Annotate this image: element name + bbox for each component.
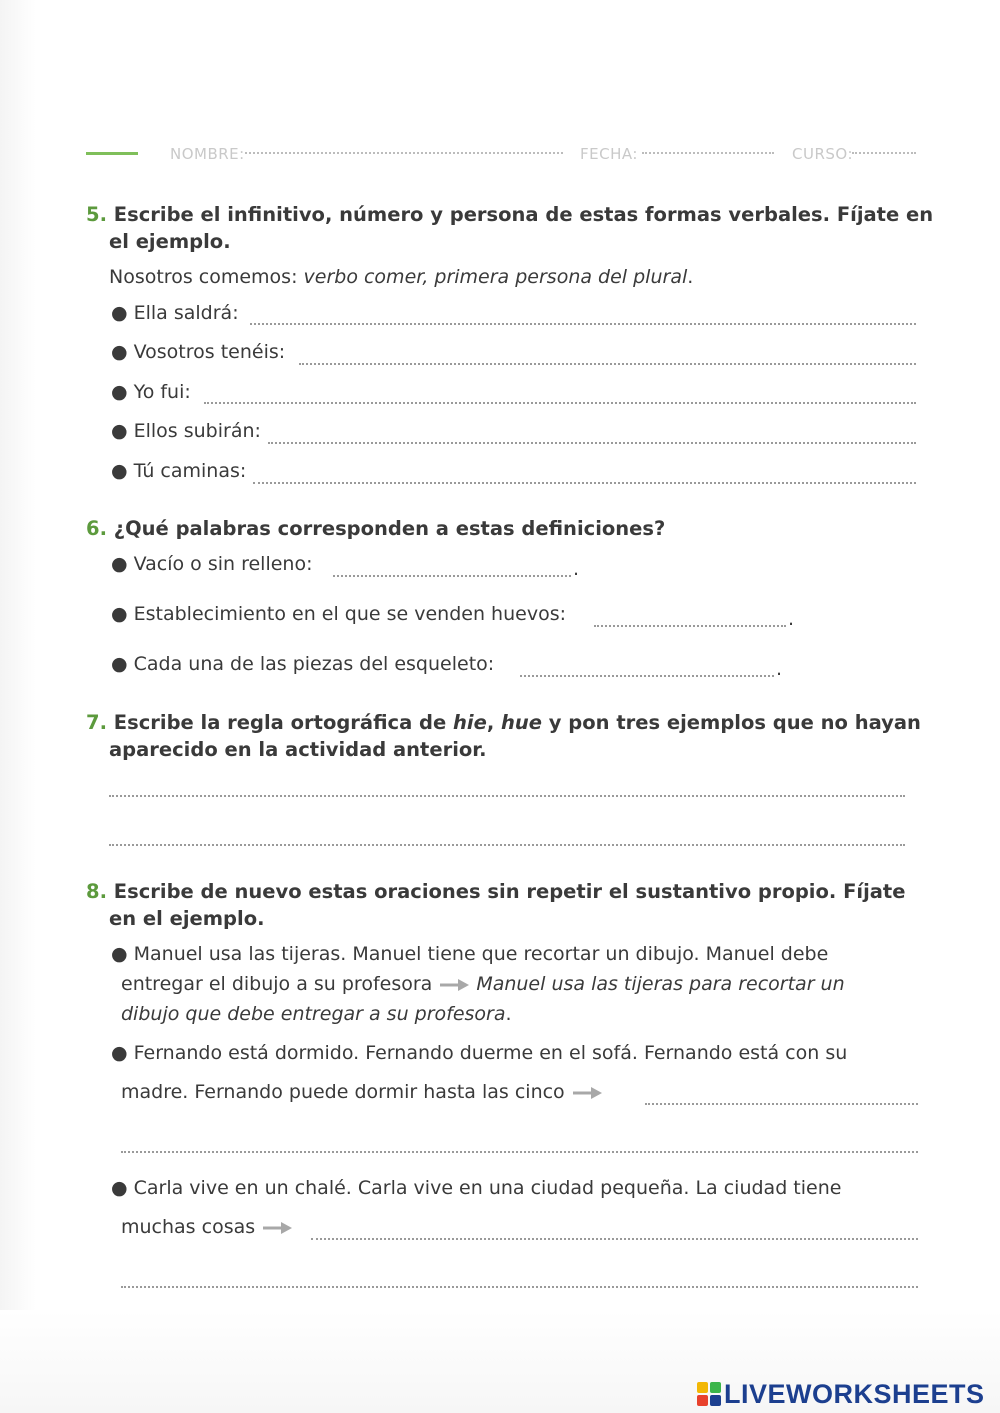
header-name-label: NOMBRE:: [170, 145, 245, 163]
question-5-title: [86, 201, 933, 255]
question-text-italic-hie: hie: [453, 711, 487, 734]
q5-item-label: ● Ellos subirán:: [111, 420, 261, 442]
q6-period: .: [573, 558, 580, 580]
question-7-title: [86, 709, 921, 763]
q6-answer-line-1[interactable]: [333, 575, 571, 577]
question-number: 8.: [86, 880, 107, 903]
q6-period: .: [776, 658, 783, 680]
question-8-title: [86, 878, 905, 932]
question-text: Escribe la regla ortográfica de: [113, 711, 454, 734]
arrow-right-icon: [438, 978, 470, 992]
question-text: Escribe de nuevo estas oraciones sin repetir el sustantivo propio. Fíjate: [113, 880, 906, 903]
q8-c-answer-line-2[interactable]: [121, 1286, 918, 1288]
q5-item-label: ● Yo fui:: [111, 381, 191, 403]
question-number: 7.: [86, 711, 107, 734]
q7-answer-line-1[interactable]: [109, 795, 905, 797]
question-text-continued: aparecido en la actividad anterior.: [109, 738, 487, 761]
question-6-title: [86, 515, 665, 542]
q8-example-line-3: [121, 1001, 512, 1028]
q6-item-label: ● Vacío o sin relleno:: [111, 553, 313, 575]
arrow-right-icon: [261, 1221, 293, 1235]
header-date-label: FECHA:: [580, 145, 638, 163]
example-plain: Nosotros comemos:: [109, 266, 304, 288]
q8-c-answer-line-1[interactable]: [311, 1238, 918, 1240]
header-course-label: CURSO:: [792, 145, 853, 163]
q6-item-label: ● Establecimiento en el que se venden huevos:: [111, 603, 566, 625]
q8-example-line-1: ● Manuel usa las tijeras. Manuel tiene que recortar un dibujo. Manuel debe: [111, 943, 829, 965]
question-number: 5.: [86, 203, 107, 226]
q8-b-answer-line-1[interactable]: [645, 1103, 918, 1105]
q6-period: .: [788, 608, 795, 630]
example-period: .: [505, 1003, 512, 1025]
liveworksheets-brand: [697, 1378, 985, 1410]
question-text: Escribe el infinitivo, número y persona de estas formas verbales. Fíjate en: [113, 203, 934, 226]
example-plain: entregar el dibujo a su profesora: [121, 973, 433, 995]
q5-item-label: ● Ella saldrá:: [111, 302, 239, 324]
question-text-comma: ,: [486, 711, 502, 734]
q5-item-label: ● Tú caminas:: [111, 460, 247, 482]
q6-answer-line-2[interactable]: [594, 625, 786, 627]
arrow-right-icon: [571, 1086, 603, 1100]
header-name-line[interactable]: [245, 152, 563, 154]
item-text: madre. Fernando puede dormir hasta las cinco: [121, 1081, 565, 1103]
question-text-continued: en el ejemplo.: [109, 907, 265, 930]
question-number: 6.: [86, 517, 107, 540]
q5-answer-line-3[interactable]: [204, 402, 916, 404]
q8-example-line-2: [121, 971, 845, 998]
q8-item-c-line-2: [121, 1214, 299, 1241]
example-italic: Manuel usa las tijeras para recortar un: [476, 973, 845, 995]
q8-item-c-line-1: ● Carla vive en un chalé. Carla vive en una ciudad pequeña. La ciudad tiene: [111, 1177, 842, 1199]
question-text-end: y pon tres ejemplos que no hayan: [542, 711, 921, 734]
q5-answer-line-5[interactable]: [253, 482, 916, 484]
header-course-line[interactable]: [852, 152, 916, 154]
question-text-italic-hue: hue: [501, 711, 543, 734]
q5-answer-line-4[interactable]: [268, 442, 916, 444]
question-text-continued: el ejemplo.: [109, 230, 231, 253]
liveworksheets-logo-icon: [697, 1382, 721, 1406]
liveworksheets-wordmark: LIVEWORKSHEETS: [724, 1378, 985, 1409]
header-date-line[interactable]: [642, 152, 774, 154]
example-italic: dibujo que debe entregar a su profesora: [121, 1003, 506, 1025]
q8-b-answer-line-2[interactable]: [121, 1151, 918, 1153]
q5-example: [109, 264, 693, 291]
q5-answer-line-1[interactable]: [250, 323, 916, 325]
example-period: .: [687, 266, 694, 288]
example-italic: verbo comer, primera persona del plural: [303, 266, 688, 288]
header-accent-bar: [86, 152, 138, 155]
q6-item-label: ● Cada una de las piezas del esqueleto:: [111, 653, 495, 675]
q5-answer-line-2[interactable]: [299, 363, 916, 365]
page-edge-shadow: [0, 0, 36, 1413]
q7-answer-line-2[interactable]: [109, 844, 905, 846]
q6-answer-line-3[interactable]: [520, 675, 774, 677]
q8-item-b-line-2: [121, 1079, 609, 1106]
question-text: ¿Qué palabras corresponden a estas definiciones?: [113, 517, 666, 540]
item-text: muchas cosas: [121, 1216, 256, 1238]
q5-item-label: ● Vosotros tenéis:: [111, 341, 286, 363]
q8-item-b-line-1: ● Fernando está dormido. Fernando duerme en el sofá. Fernando está con su: [111, 1042, 848, 1064]
